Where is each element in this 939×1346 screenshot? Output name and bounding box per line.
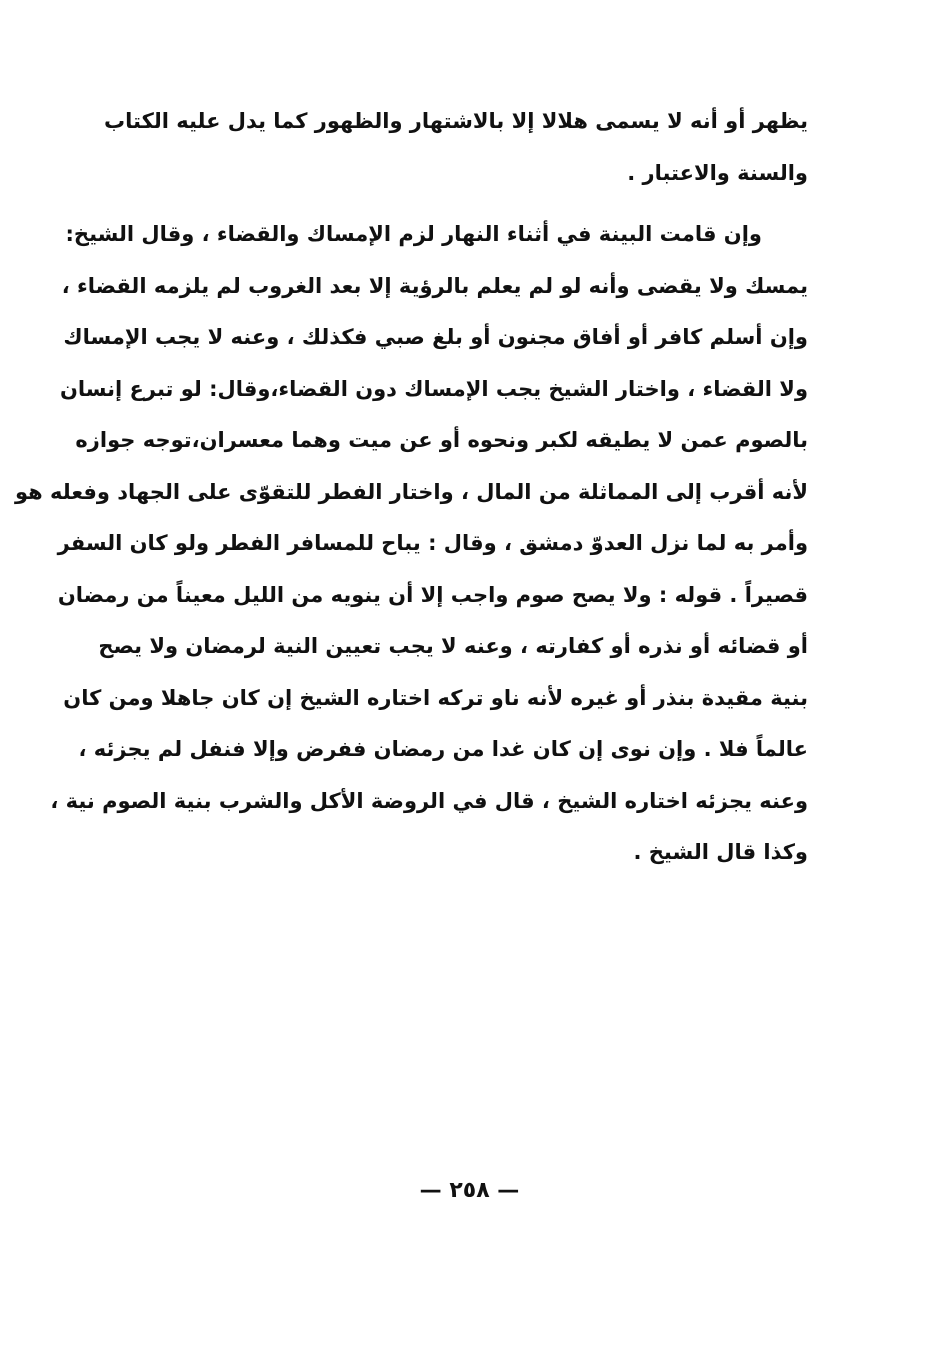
- page-number: — ٢٥٨ —: [419, 1178, 520, 1203]
- body-text: [14, 96, 808, 879]
- paragraph-2: [14, 209, 808, 879]
- paragraph-gap: [118, 199, 808, 209]
- text-line: ولا القضاء ، واختار الشيخ يجب الإمساك دون القضاء،وقال: لو تبرع إنسان: [59, 376, 808, 401]
- text-line: عالماً فلا . وإن نوى إن كان غدا من رمضان ففرض وإلا فنفل لم يجزئه ،: [78, 737, 808, 761]
- text-line: وإن أسلم كافر أو أفاق مجنون أو بلغ صبي فكذلك ، وعنه لا يجب الإمساك: [63, 325, 808, 349]
- text-line: وعنه يجزئه اختاره الشيخ ، قال في الروضة الأكل والشرب بنية الصوم نية ،: [50, 788, 808, 813]
- text-line: بالصوم عمن لا يطيقه لكبر ونحوه أو عن ميت وهما معسران،توجه جوازه: [75, 428, 808, 452]
- text-line: يظهر أو أنه لا يسمى هلالا إلا بالاشتهار والظهور كما يدل عليه الكتاب: [104, 109, 808, 133]
- text-line: قصيراً . قوله : ولا يصح صوم واجب إلا أن ينويه من الليل معيناً من رمضان: [57, 582, 808, 607]
- text-line: يمسك ولا يقضى وأنه لو لم يعلم بالرؤية إلا بعد الغروب لم يلزمه القضاء ،: [61, 273, 808, 298]
- text-line: لأنه أقرب إلى المماثلة من المال ، واختار الفطر للتقوّى على الجهاد وفعله هو: [14, 479, 808, 504]
- text-line: وإن قامت البينة في أثناء النهار لزم الإمساك والقضاء ، وقال الشيخ:: [65, 222, 762, 246]
- text-line: وأمر به لما نزل العدوّ دمشق ، وقال : يباح للمسافر الفطر ولو كان السفر: [57, 531, 808, 555]
- text-line: بنية مقيدة بنذر أو غيره لأنه ناو تركه اختاره الشيخ إن كان جاهلا ومن كان: [63, 685, 808, 710]
- paragraph-1: [104, 96, 808, 199]
- text-line: وكذا قال الشيخ .: [633, 840, 808, 864]
- text-line: أو قضائه أو نذره أو كفارته ، وعنه لا يجب تعيين النية لرمضان ولا يصح: [98, 634, 808, 658]
- text-line: والسنة والاعتبار .: [627, 160, 808, 185]
